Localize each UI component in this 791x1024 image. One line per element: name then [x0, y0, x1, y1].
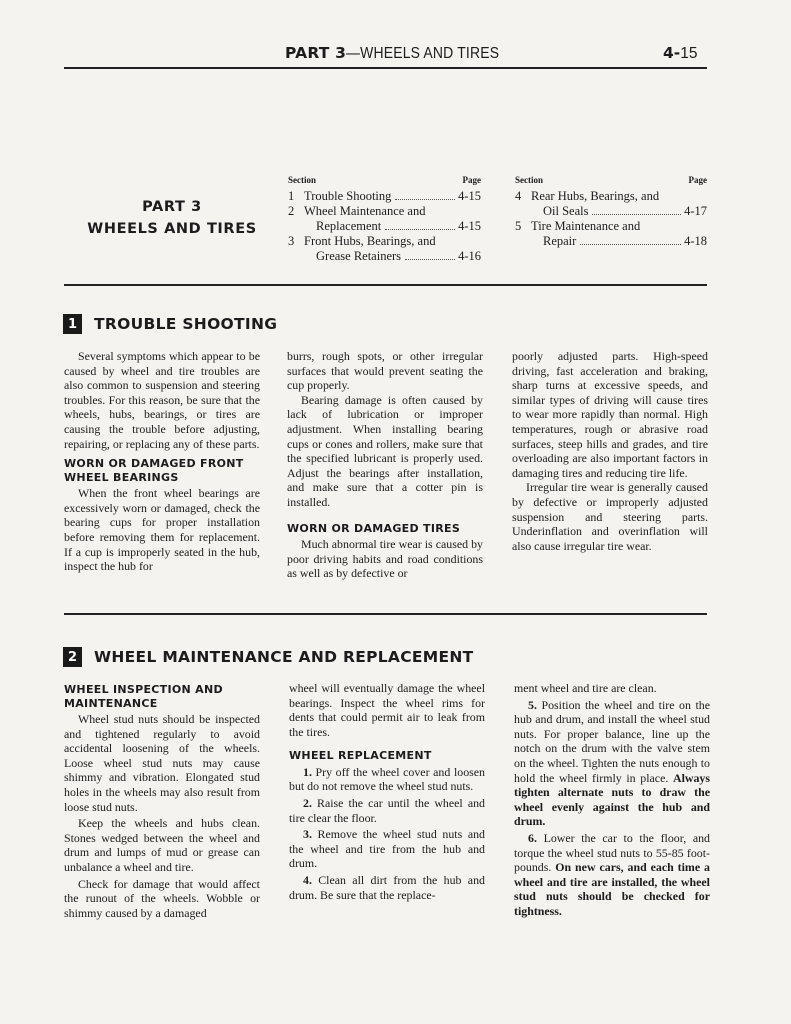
paragraph: wheel will eventually damage the wheel bearings. Inspect the wheel rims for dents that could permit air to leak from the tires. [289, 681, 485, 739]
toc-entry-continued: Oil Seals 4-17 [543, 204, 707, 218]
page-number-prefix: 4- [663, 44, 681, 62]
running-header [285, 44, 516, 63]
step-1: 1. Pry off the wheel cover and loosen but do not remove the wheel stud nuts. [289, 764, 485, 794]
paragraph: Keep the wheels and hubs clean. Stones wedged between the wheel and drum and lumps of mud or grease can unbalance a wheel and tire. [64, 816, 260, 874]
toc-entry[interactable]: 2 Wheel Maintenance and [288, 204, 426, 218]
section-1-column-2 [287, 349, 483, 581]
section-2-column-1 [64, 683, 260, 920]
part-label: PART 3 [285, 44, 347, 62]
section-column-header: Section [515, 175, 543, 185]
step-5: 5. Position the wheel and tire on the hub and drum, and install the wheel stud nuts. For proper balance, line up the notch on the drum with the valve stem on the wheel. Tighten the nuts enough to hold the wheel firmly in place. Always tighten alternate nuts to draw the wheel evenly against the hub and drum. [514, 697, 711, 829]
bold-instruction: On new cars, and each time a wheel and tire are installed, the wheel stud nuts should be checked for tightness. [514, 860, 710, 918]
part-title-line2: WHEELS AND TIRES [87, 221, 257, 237]
leader-dots [592, 204, 681, 215]
toc-entry[interactable]: 3 Front Hubs, Bearings, and [288, 234, 436, 248]
section-column-header: Section [288, 175, 316, 185]
header-rule [64, 67, 707, 69]
section-number-box: 1 [63, 314, 82, 334]
paragraph: Irregular tire wear is generally caused by defective or improperly adjusted suspension and steering parts. Underinflation and overinflation will also cause irregular tire wear. [512, 480, 708, 553]
toc-entry-continued: Replacement 4-15 [316, 219, 481, 233]
contents-left [288, 173, 481, 264]
section-2-column-2 [289, 681, 485, 902]
leader-dots [405, 249, 455, 260]
step-4: 4. Clean all dirt from the hub and drum. Be sure that the replace- [289, 873, 485, 902]
step-3: 3. Remove the wheel stud nuts and the wheel and tire from the hub and drum. [289, 827, 485, 871]
toc-entry-continued: Repair 4-18 [543, 234, 707, 248]
leader-dots [580, 234, 681, 245]
paragraph: Check for damage that would affect the runout of the wheels. Wobble or shimmy caused by a damaged [64, 876, 260, 920]
leader-dots [385, 219, 455, 230]
section-2-column-3 [514, 681, 710, 919]
part-title-block [64, 196, 280, 240]
subheading: WHEEL REPLACEMENT [289, 749, 432, 763]
paragraph: burrs, rough spots, or other irregular surfaces that would prevent seating the cup properly. [287, 349, 483, 393]
toc-entry[interactable]: 5 Tire Maintenance and [515, 219, 641, 233]
paragraph: Wheel stud nuts should be inspected and tightened regularly to avoid accidental loosening of the wheels. Loose wheel stud nuts may cause shimmy and vibration. Elongated stud holes in the wheels may also result from loose stud nuts. [64, 712, 260, 814]
toc-entry[interactable]: 4 Rear Hubs, Bearings, and [515, 189, 660, 203]
subheading: WORN OR DAMAGED TIRES [287, 521, 461, 535]
section-title: TROUBLE SHOOTING [94, 315, 278, 333]
paragraph: Much abnormal tire wear is caused by poor driving habits and road conditions as well as by defective or [287, 537, 483, 581]
part-title: —WHEELS AND TIRES [346, 45, 500, 62]
divider-rule [64, 284, 707, 286]
section-number-box: 2 [63, 647, 82, 667]
section-2-heading [63, 647, 474, 667]
divider-rule [64, 613, 707, 615]
step-6: 6. Lower the car to the floor, and torque the wheel stud nuts to 55-85 foot-pounds. On new cars, and each time a wheel and tire are installed, the wheel stud nuts should be checked for tightness. [514, 830, 710, 918]
subheading: WORN OR DAMAGED FRONT WHEEL BEARINGS [64, 457, 244, 484]
page-column-header: Page [462, 175, 481, 185]
section-title: WHEEL MAINTENANCE AND REPLACEMENT [94, 648, 474, 666]
subheading: WHEEL INSPECTION AND MAINTENANCE [64, 683, 223, 710]
section-1-column-1 [64, 349, 260, 574]
bold-instruction: Always tighten alternate nuts to draw the wheel evenly against the hub and drum. [514, 770, 710, 829]
paragraph: Several symptoms which appear to be caused by wheel and tire troubles are also common to suspension and steering troubles. For this reason, be sure that the wheels, hubs, bearings, or tires are causing the trouble before adjusting, repairing, or replacing any of these parts. [64, 349, 260, 451]
paragraph: Bearing damage is often caused by lack of lubrication or improper adjustment. When installing bearing cups or cones and rollers, make sure that the specified lubricant is properly used. Adjust the bearings after installation, and make sure that a cotter pin is installed. [287, 392, 483, 509]
paragraph: When the front wheel bearings are excessively worn or damaged, check the bearing cups for proper installation before removing them for replacement. If a cup is improperly seated in the hub, inspect the hub for [64, 486, 260, 574]
step-2: 2. Raise the car until the wheel and tire clear the floor. [289, 796, 485, 825]
page-column-header: Page [688, 175, 707, 185]
paragraph: poorly adjusted parts. High-speed driving, fast acceleration and braking, sharp turns at excessive speeds, and similar types of driving will cause tires to wear more rapidly than normal. High temperatures, rough or abrasive road surfaces, steep hills and grades, and tire overloading are also important factors in damaging tires and reducing tire life. [512, 349, 708, 480]
page-number [663, 44, 697, 63]
section-1-column-3 [512, 349, 708, 553]
paragraph: ment wheel and tire are clean. [514, 681, 657, 695]
toc-entry-continued: Grease Retainers 4-16 [316, 249, 481, 263]
section-1-heading [63, 314, 277, 334]
contents-right [515, 173, 707, 249]
toc-entry[interactable]: 1 Trouble Shooting 4-15 [288, 189, 481, 203]
page-number-value: 15 [680, 45, 698, 62]
leader-dots [395, 189, 455, 200]
part-title-line1: PART 3 [142, 199, 202, 215]
